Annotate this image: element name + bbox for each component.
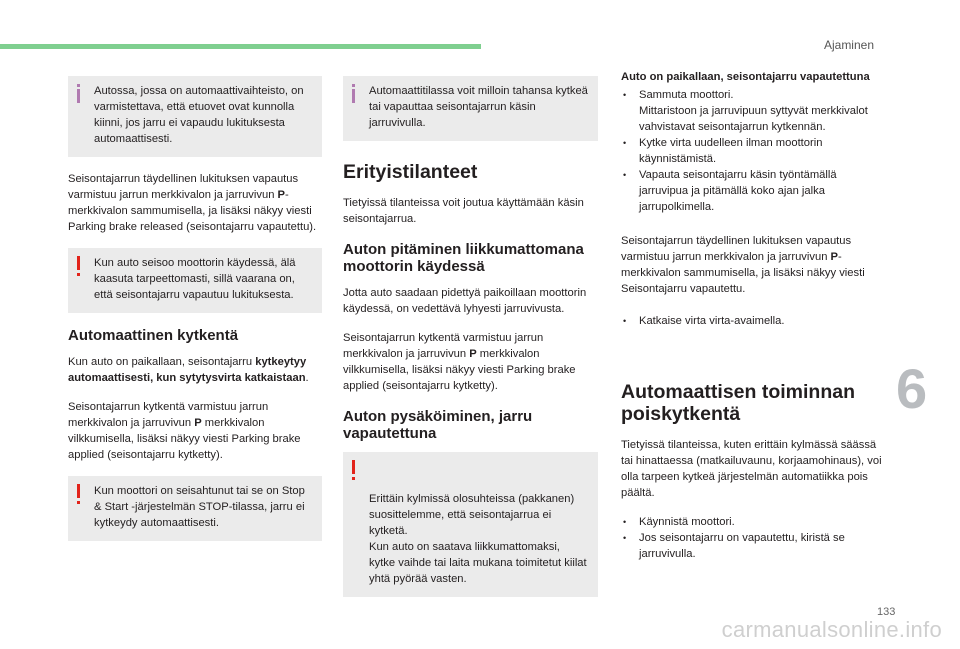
bold-heading: Auto on paikallaan, seisontajarru vapautettuna — [621, 71, 870, 83]
warning-note — [68, 476, 322, 541]
step-item: • Katkaise virta virta-avaimella. — [621, 313, 883, 329]
step-item: • Kytke virta uudelleen ilman moottorin käynnistämistä. — [621, 135, 883, 167]
step-item: • Käynnistä moottori. — [621, 514, 883, 530]
subsection-heading: Auton pysäköiminen, jarru vapautettuna — [343, 408, 533, 442]
step-list — [621, 313, 883, 329]
watermark: carmanualsonline.info — [721, 617, 942, 642]
warning-note — [343, 452, 598, 597]
column-right — [621, 69, 883, 575]
step-list — [621, 514, 883, 562]
info-note — [68, 76, 322, 157]
step-item: • Sammuta moottori. Mittaristoon ja jarruvipuun syttyvät merkkivalot vahvistavat seisontajarrun kytkennän. — [621, 87, 883, 135]
paragraph: Seisontajarrun kytkentä varmistuu jarrun merkkivalon ja jarruvivun P merkkivalon vilkkumisella, lisäksi näkyy viesti Parking brake applied (seisontajarru kytketty). — [343, 332, 576, 392]
note-text: Automaattitilassa voit milloin tahansa kytkeä tai vapauttaa seisontajarrun käsin jarruvivulla. — [369, 85, 588, 129]
column-middle — [343, 76, 598, 611]
column-left — [68, 76, 322, 555]
paragraph: Kun auto on paikallaan, seisontajarru kytkeytyy automaattisesti, kun sytytysvirta katkaistaan. — [68, 356, 309, 384]
chapter-tab-number: 6 — [896, 357, 928, 420]
section-heading: Automaattinen kytkentä — [68, 327, 239, 344]
step-item: • Jos seisontajarru on vapautettu, kiristä se jarruvivulla. — [621, 530, 883, 562]
section-color-bar — [0, 44, 481, 49]
paragraph: Tietyissä tilanteissa voit joutua käyttämään käsin seisontajarrua. — [343, 197, 584, 225]
subsection-heading: Auton pitäminen liikkumattomana moottorin käydessä — [343, 241, 584, 275]
info-note — [343, 76, 598, 141]
step-list — [621, 87, 883, 215]
step-item: • Vapauta seisontajarru käsin työntämällä jarruvipua ja pitämällä koko ajan jalka jarrupolkimella. — [621, 167, 883, 215]
paragraph: Jotta auto saadaan pidettyä paikoillaan moottorin käydessä, on vedettävä lyhyesti jarruvivusta. — [343, 287, 587, 315]
page-number: 133 — [877, 606, 896, 618]
section-title: Erityistilanteet — [343, 161, 478, 183]
paragraph: Seisontajarrun täydellinen lukituksen vapautus varmistuu jarrun merkkivalon ja jarruvivun P-merkkivalon sammumisella, ja lisäksi näkyy viesti Seisontajarru vapautettu. — [621, 235, 865, 295]
note-text: Erittäin kylmissä olosuhteissa (pakkanen) suosittelemme, että seisontajarrua ei kytketä. Kun auto on saatava liikkumattomaksi, kytke vaihde tai laita mukana toimitetut kiilat yhtä pyörää vasten. — [369, 493, 587, 585]
paragraph: Seisontajarrun täydellinen lukituksen vapautus varmistuu jarrun merkkivalon ja jarruvivun P-merkkivalon sammumisella, ja lisäksi näkyy viesti Parking brake released (seisontajarru vapautettu). — [68, 173, 317, 233]
paragraph: Seisontajarrun kytkentä varmistuu jarrun merkkivalon ja jarruvivun P merkkivalon vilkkumisella, lisäksi näkyy viesti Parking brake applied (seisontajarru kytketty). — [68, 401, 301, 461]
warning-note — [68, 248, 322, 313]
note-text: Kun moottori on seisahtunut tai se on Stop & Start -järjestelmän STOP-tilassa, jarru ei kytkeydy automaattisesti. — [94, 485, 305, 529]
paragraph: Tietyissä tilanteissa, kuten erittäin kylmässä säässä tai hinattaessa (matkailuvaunu, korjaamohinaus), voi olla tarpeen kytkeä järjestelmän automatiikka pois päältä. — [621, 439, 882, 499]
note-text: Autossa, jossa on automaattivaihteisto, on varmistettava, että etuovet ovat kunnolla kiinni, jos jarru ei vapaudu lukituksesta automaattisesti. — [94, 85, 304, 145]
section-title: Ajaminen — [823, 38, 874, 52]
section-title: Automaattisen toiminnan poiskytkentä — [621, 381, 856, 425]
note-text: Kun auto seisoo moottorin käydessä, älä kaasuta tarpeettomasti, sillä vaarana on, että seisontajarru vapautuu lukituksesta. — [94, 257, 296, 301]
